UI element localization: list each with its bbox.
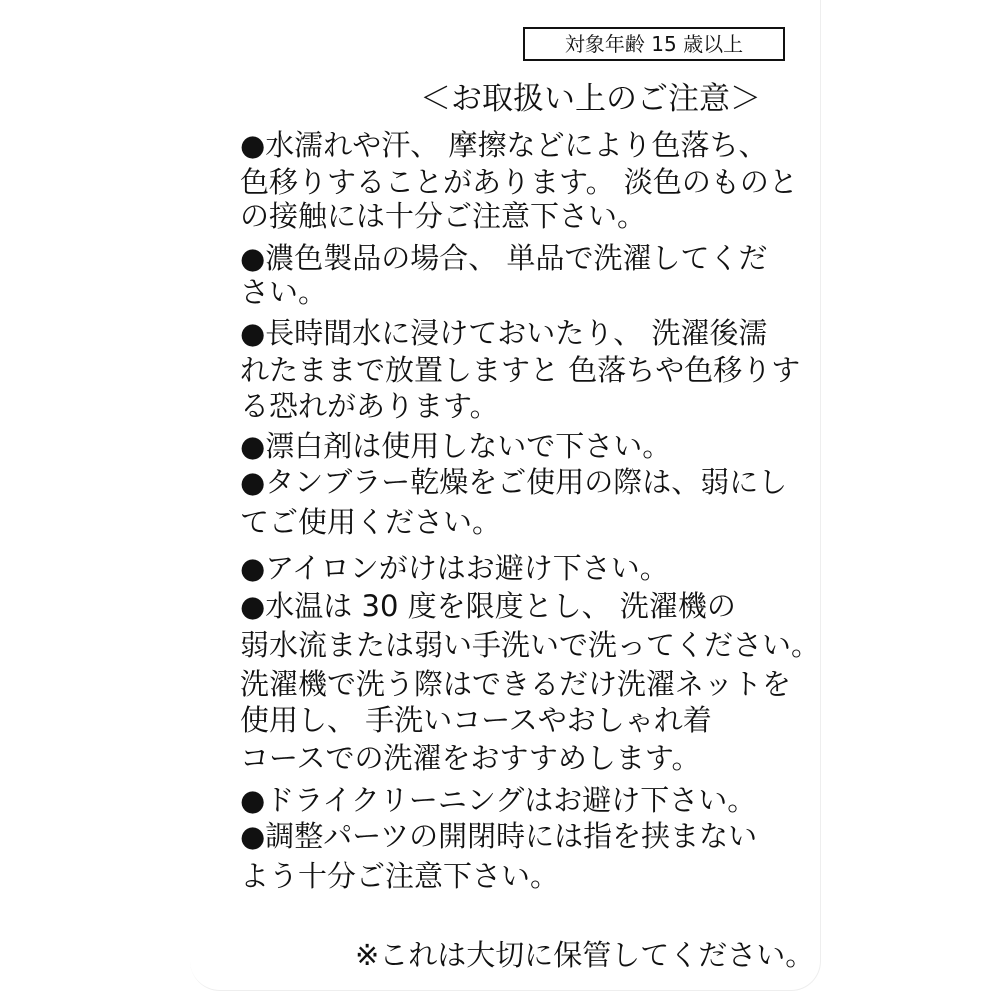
instruction-line: ●水濡れや汗、 摩擦などにより色落ち、 bbox=[240, 128, 768, 162]
instruction-line: の接触には十分ご注意下さい。 bbox=[240, 199, 647, 233]
instruction-line: 色移りすることがあります。 淡色のものと bbox=[240, 165, 798, 199]
instruction-line: ●長時間水に浸けておいたり、 洗濯後濡 bbox=[240, 316, 768, 350]
instruction-line: ●漂白剤は使用しないで下さい。 bbox=[240, 429, 672, 463]
instruction-line: ●タンブラー乾燥をご使用の際は、弱にし bbox=[240, 465, 788, 499]
instruction-line: さい。 bbox=[240, 275, 328, 309]
instruction-line: ●ドライクリーニングはお避け下さい。 bbox=[240, 783, 757, 817]
footer-note: ※これは大切に保管してください。 bbox=[355, 938, 815, 972]
instruction-line: てご使用ください。 bbox=[240, 505, 502, 539]
instruction-line: コースでの洗濯をおすすめします。 bbox=[240, 741, 701, 775]
instruction-line: ●調整パーツの開閉時には指を挟まない bbox=[240, 819, 758, 853]
instruction-line: よう十分ご注意下さい。 bbox=[240, 859, 560, 893]
instruction-line: れたままで放置しますと 色落ちや色移りす bbox=[240, 353, 801, 387]
instruction-line: 弱水流または弱い手洗いで洗ってください。 bbox=[240, 628, 821, 662]
instruction-line: ●アイロンがけはお避け下さい。 bbox=[240, 551, 669, 585]
age-rating-box: 対象年齢 15 歳以上 bbox=[523, 27, 785, 61]
instruction-line: ●濃色製品の場合、 単品で洗濯してくだ bbox=[240, 241, 768, 275]
instruction-line: 使用し、 手洗いコースやおしゃれ着 bbox=[240, 703, 712, 737]
care-instructions-title: ＜お取扱い上のご注意＞ bbox=[420, 81, 761, 117]
instruction-line: 洗濯機で洗う際はできるだけ洗濯ネットを bbox=[240, 667, 792, 701]
instruction-line: ●水温は 30 度を限度とし、 洗濯機の bbox=[240, 589, 736, 623]
instruction-line: る恐れがあります。 bbox=[240, 389, 499, 423]
